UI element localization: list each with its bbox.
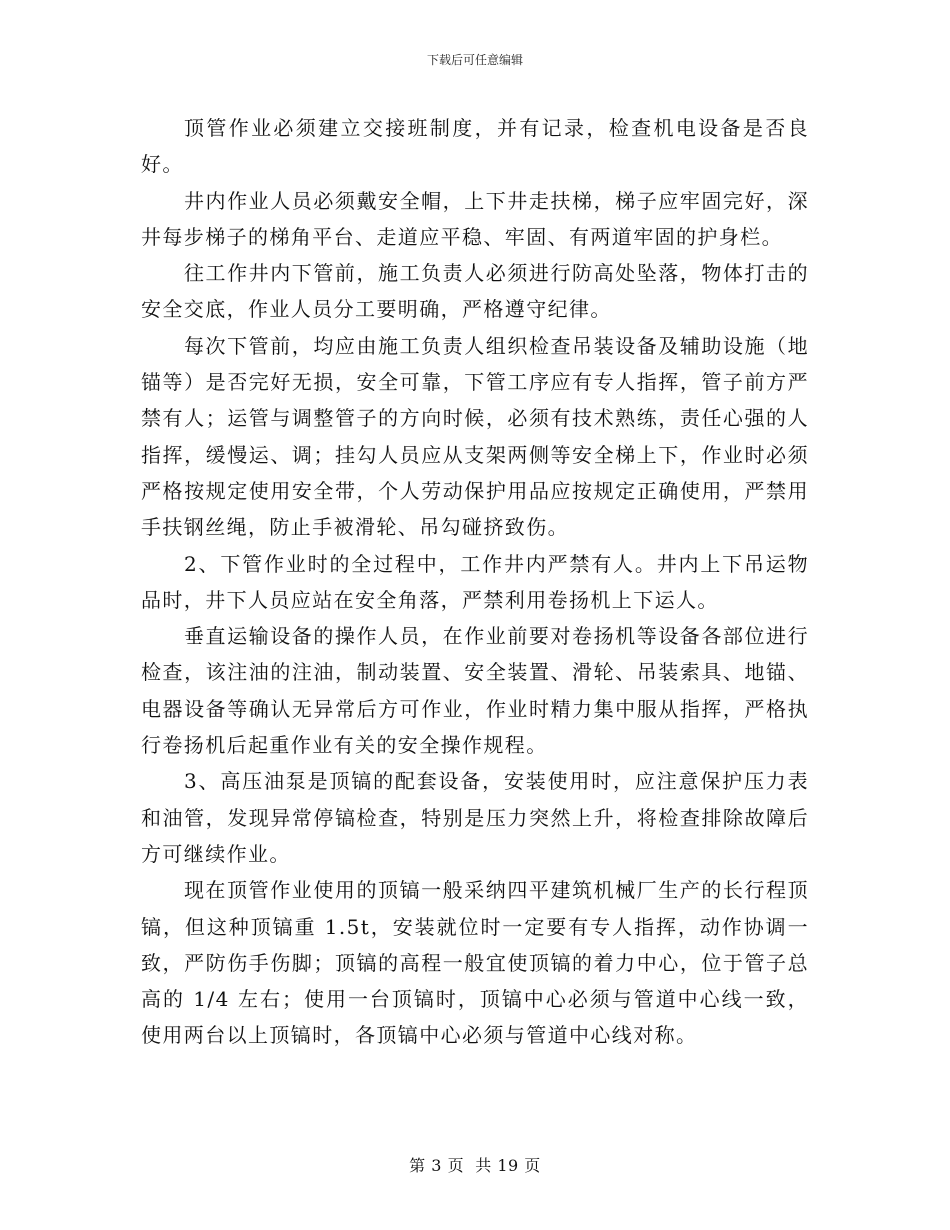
footer-page-number: 3: [431, 1156, 442, 1175]
paragraph-safety-briefing: 往工作井内下管前，施工负责人必须进行防高处坠落，物体打击的安全交底，作业人员分工要明确，严格遵守纪律。: [141, 261, 809, 322]
paragraph-hoist-operators: 垂直运输设备的操作人员，在作业前要对卷扬机等设备各部位进行检查，该注油的注油，制动装置、安全装置、滑轮、吊装索具、地锚、电器设备等确认无异常后方可作业，作业时精力集中服从指挥，严格执行卷扬机后起重作业有关的安全操作规程。: [141, 624, 809, 758]
page-header: [0, 52, 950, 68]
footer-prefix: 第: [409, 1156, 426, 1175]
paragraph-shaft-ladder: 井内作业人员必须戴安全帽，上下井走扶梯，梯子应牢固完好，深井每步梯子的梯角平台、走道应平稳、牢固、有两道牢固的护身栏。: [141, 188, 809, 249]
paragraph-no-personnel-in-shaft: 2、下管作业时的全过程中，工作井内严禁有人。井内上下吊运物品时，井下人员应站在安全角落，严禁利用卷扬机上下运人。: [141, 551, 809, 612]
paragraph-lowering-inspection: 每次下管前，均应由施工负责人组织检查吊装设备及辅助设施（地锚等）是否完好无损，安全可靠，下管工序应有专人指挥，管子前方严禁有人；运管与调整管子的方向时候，必须有技术熟练，责任心强的人指挥，缓慢运、调；挂勾人员应从支架两侧等安全梯上下，作业时必须严格按规定使用安全带，个人劳动保护用品应按规定正确使用，严禁用手扶钢丝绳，防止手被滑轮、吊勾碰挤致伤。: [141, 333, 809, 540]
paragraph-hydraulic-pump: 3、高压油泵是顶镐的配套设备，安装使用时，应注意保护压力表和油管，发现异常停镐检查，特别是压力突然上升，将检查排除故障后方可继续作业。: [141, 769, 809, 866]
footer-suffix: 页: [524, 1156, 541, 1175]
footer-total-pages: 19: [497, 1156, 519, 1175]
page-footer: [0, 1156, 950, 1176]
document-body: [141, 110, 809, 1054]
footer-mid: 页 共: [447, 1156, 492, 1175]
paragraph-jack-installation: 现在顶管作业使用的顶镐一般采纳四平建筑机械厂生产的长行程顶镐，但这种顶镐重 1.5t，安装就位时一定要有专人指挥，动作协调一致，严防伤手伤脚；顶镐的高程一般宜使顶镐的着力中心，位于管子总高的 1/4 左右；使用一台顶镐时，顶镐中心必须与管道中心线一致，使用两台以上顶镐时，各顶镐中心必须与管道中心线对称。: [141, 878, 809, 1048]
paragraph-shift-handover: 顶管作业必须建立交接班制度，并有记录，检查机电设备是否良好。: [141, 116, 809, 177]
header-text: 下载后可任意编辑: [426, 53, 523, 67]
